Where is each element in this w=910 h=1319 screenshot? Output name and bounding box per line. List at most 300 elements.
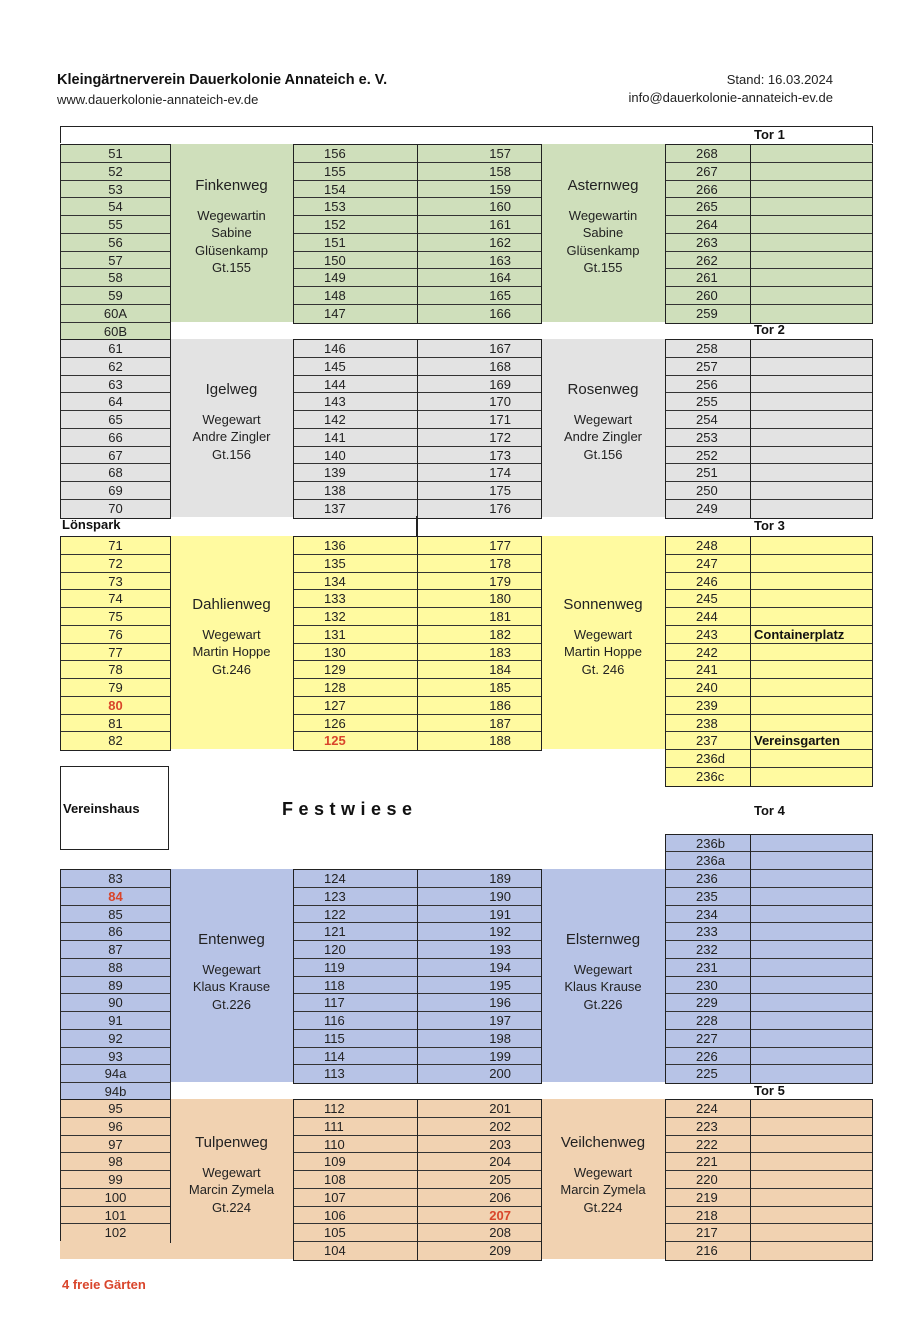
plot-cell[interactable]: 150: [294, 252, 417, 270]
plot-cell[interactable]: 236b: [666, 835, 751, 853]
plot-cell[interactable]: 202: [418, 1118, 541, 1136]
note-cell: [751, 923, 872, 941]
plot-column-peach-a: [60, 1099, 171, 1243]
note-cell: [751, 1224, 872, 1242]
plot-cell[interactable]: 199: [418, 1048, 541, 1066]
plot-cell[interactable]: 191: [418, 906, 541, 924]
plot-cell[interactable]: 112: [294, 1100, 417, 1118]
plot-cell[interactable]: 183: [418, 644, 541, 662]
note-cell: [751, 573, 872, 591]
plot-cell[interactable]: 242: [666, 644, 751, 662]
top-border-box: [60, 126, 873, 143]
plot-cell[interactable]: 55: [61, 216, 170, 234]
plot-cell[interactable]: 88: [61, 959, 170, 977]
plot-cell[interactable]: 205: [418, 1171, 541, 1189]
plot-cell[interactable]: 165: [418, 287, 541, 305]
plot-cell[interactable]: 101: [61, 1207, 170, 1225]
plot-cell[interactable]: 100: [61, 1189, 170, 1207]
note-cell: [751, 358, 872, 376]
plot-cell[interactable]: 243: [666, 626, 751, 644]
plot-cell[interactable]: 70: [108, 500, 123, 516]
note-cell: [751, 447, 872, 465]
plot-cell[interactable]: 59: [61, 287, 170, 305]
plot-cell[interactable]: 79: [61, 679, 170, 697]
note-cell: [751, 977, 872, 995]
plot-cell[interactable]: 118: [294, 977, 417, 995]
path-name: Entenweg: [198, 931, 265, 948]
plot-cell[interactable]: 113: [324, 1066, 345, 1082]
plot-cell[interactable]: 236d: [666, 750, 751, 768]
plot-cell[interactable]: 63: [61, 376, 170, 394]
plot-column-blue-c: [417, 869, 542, 1084]
note-cell: [751, 697, 872, 715]
plot-cell[interactable]: 229: [666, 994, 751, 1012]
plot-cell[interactable]: 189: [418, 870, 541, 888]
path-warden-line: Klaus Krause: [564, 979, 642, 994]
plot-cell[interactable]: 80: [61, 697, 170, 715]
plot-cell[interactable]: 160: [418, 198, 541, 216]
plot-cell[interactable]: 106: [294, 1207, 417, 1225]
plot-cell[interactable]: 230: [666, 977, 751, 995]
path-warden-line: Wegewart: [202, 1164, 261, 1180]
plot-cell[interactable]: 264: [666, 216, 751, 234]
plot-cell[interactable]: 128: [294, 679, 417, 697]
note-cell: [751, 661, 872, 679]
note-cell: [751, 870, 872, 888]
path-warden-line: Wegewart: [573, 411, 633, 427]
path-name: Elsternweg: [565, 931, 641, 948]
plot-cell[interactable]: 268: [666, 145, 751, 163]
plot-cell[interactable]: 265: [666, 198, 751, 216]
plot-cell[interactable]: 207: [418, 1207, 541, 1225]
path-label-rosenweg: [541, 381, 665, 463]
note-cell: [751, 644, 872, 662]
plot-cell[interactable]: 93: [61, 1048, 170, 1066]
plot-cell[interactable]: 91: [61, 1012, 170, 1030]
plot-cell[interactable]: 140: [294, 447, 417, 465]
plot-cell[interactable]: 124: [294, 870, 417, 888]
note-cell: [751, 393, 872, 411]
path-warden-line: Gt.246: [211, 661, 252, 677]
path-name: Igelweg: [205, 381, 258, 398]
plot-cell[interactable]: 82: [108, 733, 123, 749]
plot-column-peach-c: [417, 1099, 542, 1261]
plot-cell[interactable]: 74: [61, 590, 170, 608]
plot-cell[interactable]: 236c: [696, 768, 725, 784]
plot-cell[interactable]: 153: [294, 198, 417, 216]
plot-cell[interactable]: 156: [294, 145, 417, 163]
note-cell: [751, 941, 872, 959]
plot-cell[interactable]: 195: [418, 977, 541, 995]
plot-cell[interactable]: 94a: [61, 1065, 170, 1083]
plot-cell[interactable]: 227: [666, 1030, 751, 1048]
plot-cell[interactable]: 144: [294, 376, 417, 394]
plot-cell[interactable]: 180: [418, 590, 541, 608]
path-warden-line: Martin Hoppe: [192, 644, 271, 659]
plot-cell[interactable]: 192: [418, 923, 541, 941]
plot-cell[interactable]: 133: [294, 590, 417, 608]
note-cell: [751, 888, 872, 906]
path-warden-line: Sabine: [211, 225, 252, 240]
plot-cell[interactable]: 186: [418, 697, 541, 715]
path-name: Asternweg: [567, 177, 639, 194]
plot-cell[interactable]: 236a: [666, 852, 751, 870]
note-cell: [751, 1207, 872, 1225]
plot-cell[interactable]: 174: [418, 464, 541, 482]
plot-cell[interactable]: 110: [294, 1136, 417, 1154]
plot-column-green-a: [60, 144, 171, 341]
plot-cell[interactable]: 240: [666, 679, 751, 697]
plot-cell[interactable]: 104: [324, 1243, 346, 1258]
plot-cell[interactable]: 134: [294, 573, 417, 591]
path-warden-line: Gt.156: [211, 446, 252, 462]
plot-cell[interactable]: 194: [418, 959, 541, 977]
plot-cell[interactable]: 163: [418, 252, 541, 270]
note-cell: [751, 198, 872, 216]
plot-cell[interactable]: 146: [294, 340, 417, 358]
plot-cell[interactable]: 119: [294, 959, 417, 977]
plot-cell[interactable]: 54: [61, 198, 170, 216]
plot-cell[interactable]: 236: [666, 870, 751, 888]
plot-cell[interactable]: 222: [666, 1136, 751, 1154]
plot-cell[interactable]: 187: [418, 715, 541, 733]
plot-cell[interactable]: 164: [418, 269, 541, 287]
plot-cell[interactable]: 228: [666, 1012, 751, 1030]
plot-cell[interactable]: 123: [294, 888, 417, 906]
plot-cell[interactable]: 99: [61, 1171, 170, 1189]
plot-cell[interactable]: 208: [418, 1224, 541, 1242]
plot-column-peach-d: [665, 1099, 752, 1261]
plot-cell[interactable]: 78: [61, 661, 170, 679]
plot-cell[interactable]: 52: [61, 163, 170, 181]
plot-cell[interactable]: 73: [61, 573, 170, 591]
plot-cell[interactable]: 155: [294, 163, 417, 181]
plot-cell[interactable]: 56: [61, 234, 170, 252]
plot-cell[interactable]: 60B: [103, 323, 128, 339]
plot-cell[interactable]: 255: [666, 393, 751, 411]
note-cell: [751, 750, 872, 768]
plot-cell[interactable]: 252: [666, 447, 751, 465]
plot-cell[interactable]: 169: [418, 376, 541, 394]
plot-cell[interactable]: 151: [294, 234, 417, 252]
plot-cell[interactable]: 109: [294, 1153, 417, 1171]
plot-cell[interactable]: 152: [294, 216, 417, 234]
plot-cell[interactable]: 266: [666, 181, 751, 199]
plot-cell[interactable]: 126: [294, 715, 417, 733]
note-cell: [751, 234, 872, 252]
plot-cell[interactable]: 58: [61, 269, 170, 287]
note-cell: [751, 500, 872, 518]
plot-cell[interactable]: 231: [666, 959, 751, 977]
path-warden-line: Wegewart: [202, 626, 261, 642]
path-name: Finkenweg: [195, 177, 268, 194]
email-link[interactable]: info@dauerkolonie-annateich-ev.de: [628, 90, 833, 105]
plot-cell[interactable]: 209: [489, 1243, 511, 1258]
plot-cell[interactable]: 241: [666, 661, 751, 679]
plot-cell[interactable]: 154: [294, 181, 417, 199]
plot-cell[interactable]: 129: [294, 661, 417, 679]
path-name: Dahlienweg: [192, 596, 271, 613]
plot-cell[interactable]: 262: [666, 252, 751, 270]
plot-cell[interactable]: 92: [61, 1030, 170, 1048]
plot-cell[interactable]: 90: [61, 994, 170, 1012]
plot-cell[interactable]: 53: [61, 181, 170, 199]
note-cell: [751, 852, 872, 870]
plot-cell[interactable]: 131: [294, 626, 417, 644]
plot-cell[interactable]: 67: [61, 447, 170, 465]
note-cell: [751, 1242, 872, 1260]
plot-cell[interactable]: 247: [666, 555, 751, 573]
plot-cell[interactable]: 83: [61, 870, 170, 888]
plot-cell[interactable]: 200: [489, 1066, 511, 1082]
plot-cell[interactable]: 178: [418, 555, 541, 573]
plot-cell[interactable]: 135: [294, 555, 417, 573]
plot-cell[interactable]: 206: [418, 1189, 541, 1207]
plot-cell[interactable]: 51: [61, 145, 170, 163]
plot-cell[interactable]: 254: [666, 411, 751, 429]
plot-cell[interactable]: 220: [666, 1171, 751, 1189]
note-cell: [751, 1118, 872, 1136]
plot-cell[interactable]: 204: [418, 1153, 541, 1171]
plot-cell[interactable]: 238: [666, 715, 751, 733]
path-label-entenweg: [170, 931, 293, 1013]
plot-cell[interactable]: 96: [61, 1118, 170, 1136]
path-warden-line: Gt.226: [211, 996, 252, 1012]
plot-cell[interactable]: 60A: [61, 305, 170, 323]
plot-cell[interactable]: 115: [294, 1030, 417, 1048]
plot-cell[interactable]: 203: [418, 1136, 541, 1154]
plot-cell[interactable]: 84: [61, 888, 170, 906]
path-warden-line: Marcin Zymela: [560, 1182, 646, 1197]
plot-cell[interactable]: 130: [294, 644, 417, 662]
plot-cell[interactable]: 136: [294, 537, 417, 555]
plot-cell[interactable]: 72: [61, 555, 170, 573]
plot-cell[interactable]: 75: [61, 608, 170, 626]
path-warden-line: Marcin Zymela: [188, 1182, 275, 1197]
plot-cell[interactable]: 64: [61, 393, 170, 411]
plot-cell[interactable]: 225: [696, 1066, 718, 1082]
note-cell: [751, 411, 872, 429]
plot-cell[interactable]: 224: [666, 1100, 751, 1118]
path-warden-line: Wegewart: [573, 1164, 633, 1180]
plot-cell[interactable]: 77: [61, 644, 170, 662]
plot-cell[interactable]: 71: [61, 537, 170, 555]
plot-cell[interactable]: 233: [666, 923, 751, 941]
plot-column-yellow-d: [665, 536, 752, 787]
plot-cell[interactable]: 184: [418, 661, 541, 679]
plot-column-gray-d: [665, 339, 752, 519]
plot-cell[interactable]: 198: [418, 1030, 541, 1048]
plot-cell[interactable]: 218: [666, 1207, 751, 1225]
plot-cell[interactable]: 94b: [104, 1084, 127, 1099]
path-name: Tulpenweg: [195, 1134, 268, 1151]
plot-cell[interactable]: 249: [696, 500, 718, 516]
plot-cell[interactable]: 125: [324, 733, 346, 749]
plot-cell[interactable]: 139: [294, 464, 417, 482]
plot-cell[interactable]: 250: [666, 482, 751, 500]
plot-cell[interactable]: 166: [489, 305, 511, 321]
plot-cell[interactable]: 137: [324, 500, 346, 516]
plot-cell[interactable]: 235: [666, 888, 751, 906]
note-cell: [751, 181, 872, 199]
plot-cell[interactable]: 258: [666, 340, 751, 358]
plot-cell[interactable]: 267: [666, 163, 751, 181]
plot-cell[interactable]: 219: [666, 1189, 751, 1207]
plot-cell[interactable]: 62: [61, 358, 170, 376]
plot-column-green-b: [293, 144, 418, 324]
plot-cell[interactable]: 251: [666, 464, 751, 482]
plot-cell[interactable]: 105: [294, 1224, 417, 1242]
note-cell: [751, 590, 872, 608]
plot-cell[interactable]: 216: [696, 1243, 718, 1258]
plot-cell[interactable]: 188: [489, 733, 511, 749]
plot-cell[interactable]: 157: [418, 145, 541, 163]
plot-cell[interactable]: 162: [418, 234, 541, 252]
plot-cell[interactable]: 117: [294, 994, 417, 1012]
path-warden-line: Wegewartin: [197, 207, 266, 223]
plot-cell[interactable]: 263: [666, 234, 751, 252]
path-warden-line: Andre Zingler: [563, 429, 643, 444]
plot-cell[interactable]: 261: [666, 269, 751, 287]
plot-cell[interactable]: 81: [61, 715, 170, 733]
plot-cell[interactable]: 239: [666, 697, 751, 715]
path-label-asternweg: [541, 177, 665, 277]
plot-cell[interactable]: 147: [324, 305, 346, 321]
plot-cell[interactable]: 253: [666, 429, 751, 447]
gate-tor-2: Tor 2: [754, 322, 785, 337]
plot-cell[interactable]: 132: [294, 608, 417, 626]
plot-cell[interactable]: 246: [666, 573, 751, 591]
plot-cell[interactable]: 143: [294, 393, 417, 411]
plot-cell[interactable]: 257: [666, 358, 751, 376]
path-label-finkenweg: [170, 177, 293, 277]
plot-cell[interactable]: 116: [294, 1012, 417, 1030]
note-cell: [751, 608, 872, 626]
path-label-dahlienweg: [170, 596, 293, 678]
plot-cell[interactable]: 170: [418, 393, 541, 411]
plot-cell[interactable]: 66: [61, 429, 170, 447]
website-link[interactable]: www.dauerkolonie-annateich-ev.de: [57, 92, 259, 107]
note-containerplatz: Containerplatz: [751, 626, 872, 644]
plot-cell[interactable]: 65: [61, 411, 170, 429]
note-cell: [751, 163, 872, 181]
plot-cell[interactable]: 158: [418, 163, 541, 181]
plot-cell[interactable]: 201: [418, 1100, 541, 1118]
plot-cell[interactable]: 217: [666, 1224, 751, 1242]
plot-cell[interactable]: 196: [418, 994, 541, 1012]
plot-cell[interactable]: 85: [61, 906, 170, 924]
plot-cell[interactable]: 181: [418, 608, 541, 626]
plot-cell[interactable]: 68: [61, 464, 170, 482]
plot-cell[interactable]: 89: [61, 977, 170, 995]
plot-cell[interactable]: 149: [294, 269, 417, 287]
plot-cell[interactable]: 168: [418, 358, 541, 376]
plot-cell[interactable]: 127: [294, 697, 417, 715]
plot-cell[interactable]: 259: [696, 305, 718, 321]
plot-cell[interactable]: 159: [418, 181, 541, 199]
plot-cell[interactable]: 226: [666, 1048, 751, 1066]
plot-cell[interactable]: 138: [294, 482, 417, 500]
plot-cell[interactable]: 237: [666, 732, 751, 750]
plot-cell[interactable]: 69: [61, 482, 170, 500]
note-cell: [751, 305, 872, 323]
plot-cell[interactable]: 98: [61, 1153, 170, 1171]
plot-cell[interactable]: 182: [418, 626, 541, 644]
gate-tor-3: Tor 3: [754, 518, 785, 533]
plot-cell[interactable]: 111: [294, 1118, 417, 1136]
path-divider-line: [416, 516, 418, 537]
plot-cell[interactable]: 86: [61, 923, 170, 941]
plot-cell[interactable]: 179: [418, 573, 541, 591]
plot-cell[interactable]: 120: [294, 941, 417, 959]
plot-cell[interactable]: 95: [61, 1100, 170, 1118]
note-cell: [751, 1189, 872, 1207]
plot-cell[interactable]: 172: [418, 429, 541, 447]
plot-cell[interactable]: 244: [666, 608, 751, 626]
plot-cell[interactable]: 102: [104, 1225, 127, 1241]
plot-cell[interactable]: 97: [61, 1136, 170, 1154]
plot-cell[interactable]: 234: [666, 906, 751, 924]
plot-cell[interactable]: 173: [418, 447, 541, 465]
plot-cell[interactable]: 122: [294, 906, 417, 924]
plot-cell[interactable]: 197: [418, 1012, 541, 1030]
plot-cell[interactable]: 175: [418, 482, 541, 500]
plot-cell[interactable]: 248: [666, 537, 751, 555]
path-warden-line: Martin Hoppe: [563, 644, 643, 659]
plot-cell[interactable]: 232: [666, 941, 751, 959]
note-cell: [751, 287, 872, 305]
plot-notes-yellow: [750, 536, 873, 787]
plot-cell[interactable]: 171: [418, 411, 541, 429]
plot-cell[interactable]: 142: [294, 411, 417, 429]
plot-cell[interactable]: 260: [666, 287, 751, 305]
plot-column-yellow-a: [60, 536, 171, 751]
plot-cell[interactable]: 61: [61, 340, 170, 358]
plot-cell[interactable]: 76: [61, 626, 170, 644]
note-cell: [751, 679, 872, 697]
note-cell: [751, 1012, 872, 1030]
note-cell: [751, 906, 872, 924]
plot-cell[interactable]: 141: [294, 429, 417, 447]
plot-cell[interactable]: 193: [418, 941, 541, 959]
plot-cell[interactable]: 256: [666, 376, 751, 394]
path-warden-line: Glüsenkamp: [566, 242, 640, 258]
plot-cell[interactable]: 87: [61, 941, 170, 959]
plot-notes-blue: [750, 834, 873, 1085]
note-cell: [751, 1100, 872, 1118]
note-cell: [751, 715, 872, 733]
plot-cell[interactable]: 185: [418, 679, 541, 697]
path-warden-line: Gt.226: [583, 996, 623, 1012]
plot-cell[interactable]: 177: [418, 537, 541, 555]
plot-cell[interactable]: 167: [418, 340, 541, 358]
plot-cell[interactable]: 190: [418, 888, 541, 906]
club-title: Kleingärtnerverein Dauerkolonie Annateich e. V.: [57, 72, 388, 88]
plot-cell[interactable]: 145: [294, 358, 417, 376]
plot-column-yellow-c: [417, 536, 542, 751]
plot-cell[interactable]: 121: [294, 923, 417, 941]
plot-cell[interactable]: 57: [61, 252, 170, 270]
plot-cell[interactable]: 148: [294, 287, 417, 305]
plot-cell[interactable]: 223: [666, 1118, 751, 1136]
plot-cell[interactable]: 114: [294, 1048, 417, 1066]
plot-cell[interactable]: 245: [666, 590, 751, 608]
plot-cell[interactable]: 221: [666, 1153, 751, 1171]
plot-cell[interactable]: 108: [294, 1171, 417, 1189]
plot-cell[interactable]: 161: [418, 216, 541, 234]
plot-cell[interactable]: 176: [489, 500, 511, 516]
plot-cell[interactable]: 107: [294, 1189, 417, 1207]
